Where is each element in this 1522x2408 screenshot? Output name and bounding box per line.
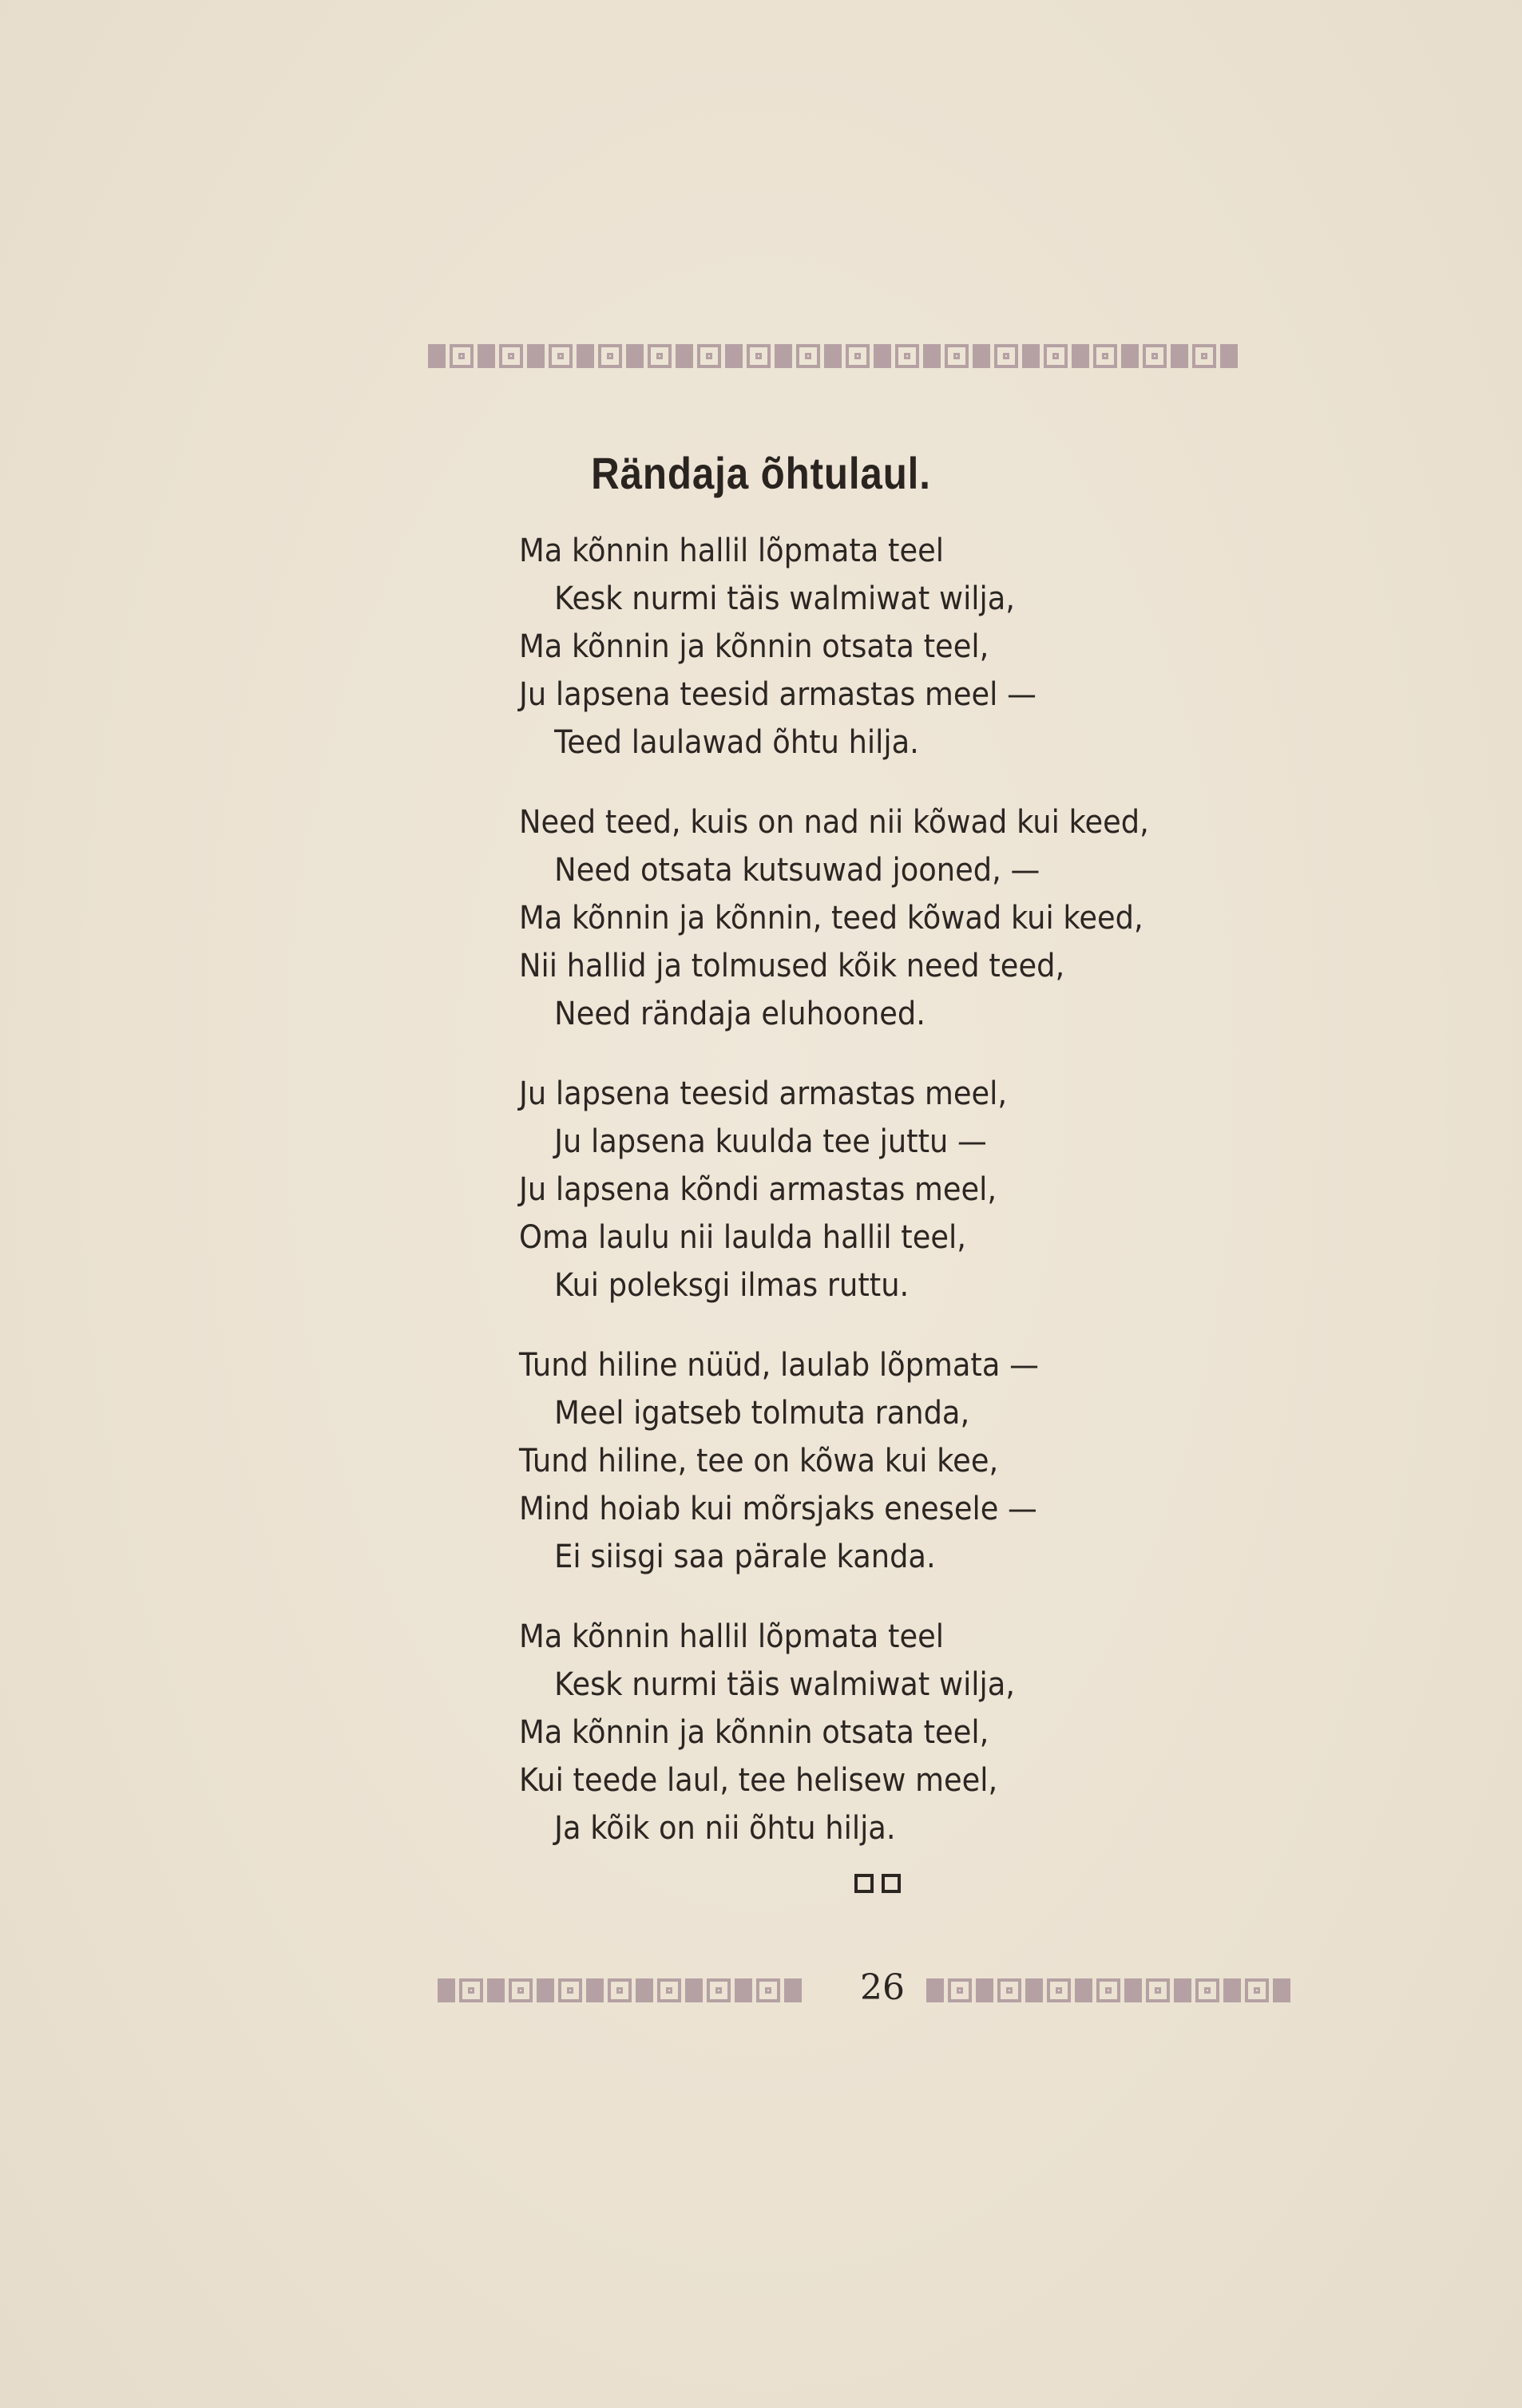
meander-ornament-icon bbox=[926, 1978, 976, 2003]
meander-ornament-icon bbox=[1223, 1978, 1273, 2003]
meander-ornament-icon bbox=[478, 343, 527, 369]
poem-line: Nii hallid ja tolmused kõik need teed, bbox=[519, 948, 1065, 984]
poem-line: Ei siisgi saa pärale kanda. bbox=[554, 1539, 936, 1575]
bottom-ornamental-border-right bbox=[926, 1978, 1290, 2003]
poem-body bbox=[519, 527, 1397, 1884]
poem-line: Need teed, kuis on nad nii kõwad kui keed, bbox=[519, 804, 1149, 841]
poem-line: Kui poleksgi ilmas ruttu. bbox=[554, 1267, 910, 1304]
meander-ornament-icon bbox=[874, 343, 923, 369]
poem-stanza bbox=[519, 1613, 1397, 1852]
meander-ornament-icon bbox=[636, 1978, 685, 2003]
meander-ornament-icon bbox=[1022, 343, 1072, 369]
poem-line: Kesk nurmi täis walmiwat wilja, bbox=[554, 580, 1015, 617]
poem-line: Meel igatseb tolmuta randa, bbox=[554, 1395, 970, 1432]
meander-ornament-icon bbox=[527, 343, 577, 369]
meander-ornament-icon bbox=[577, 343, 626, 369]
square-ornament-icon bbox=[854, 1874, 874, 1893]
poem-line: Ju lapsena kuulda tee juttu — bbox=[554, 1123, 987, 1160]
square-ornament-icon bbox=[882, 1874, 901, 1893]
poem-line: Ma kõnnin ja kõnnin, teed kõwad kui keed, bbox=[519, 900, 1143, 937]
poem-line: Need rändaja eluhooned. bbox=[554, 996, 925, 1032]
poem-line: Ma kõnnin hallil lõpmata teel bbox=[519, 533, 944, 569]
poem-line: Ma kõnnin ja kõnnin otsata teel, bbox=[519, 628, 989, 665]
ornament-end-icon bbox=[784, 1978, 802, 2002]
meander-ornament-icon bbox=[1124, 1978, 1174, 2003]
meander-ornament-icon bbox=[487, 1978, 537, 2003]
poem-line: Ja kõik on nii õhtu hilja. bbox=[554, 1810, 896, 1847]
poem-line: Mind hoiab kui mõrsjaks enesele — bbox=[519, 1491, 1037, 1527]
meander-ornament-icon bbox=[586, 1978, 636, 2003]
meander-ornament-icon bbox=[1121, 343, 1171, 369]
meander-ornament-icon bbox=[626, 343, 676, 369]
meander-ornament-icon bbox=[1072, 343, 1121, 369]
meander-ornament-icon bbox=[438, 1978, 487, 2003]
bottom-ornamental-border-left bbox=[438, 1978, 802, 2003]
poem-line: Kesk nurmi täis walmiwat wilja, bbox=[554, 1666, 1015, 1703]
poem-stanza bbox=[519, 798, 1397, 1038]
meander-ornament-icon bbox=[1171, 343, 1220, 369]
poem-line: Kui teede laul, tee helisew meel, bbox=[519, 1762, 998, 1799]
poem-line: Need otsata kutsuwad jooned, — bbox=[554, 852, 1040, 889]
poem-line: Oma laulu nii laulda hallil teel, bbox=[519, 1219, 966, 1256]
meander-ornament-icon bbox=[923, 343, 973, 369]
meander-ornament-icon bbox=[973, 343, 1022, 369]
meander-ornament-icon bbox=[824, 343, 874, 369]
poem-line: Ma kõnnin hallil lõpmata teel bbox=[519, 1618, 944, 1655]
ornament-end-icon bbox=[1220, 344, 1238, 368]
meander-ornament-icon bbox=[676, 343, 725, 369]
meander-ornament-icon bbox=[1025, 1978, 1075, 2003]
meander-ornament-icon bbox=[976, 1978, 1025, 2003]
poem-line: Tund hiline nüüd, laulab lõpmata — bbox=[519, 1347, 1039, 1384]
meander-ornament-icon bbox=[735, 1978, 784, 2003]
meander-ornament-icon bbox=[1174, 1978, 1223, 2003]
meander-ornament-icon bbox=[428, 343, 478, 369]
poem-line: Ju lapsena kõndi armastas meel, bbox=[519, 1171, 997, 1208]
meander-ornament-icon bbox=[725, 343, 775, 369]
poem-stanza bbox=[519, 1070, 1397, 1309]
page-number: 26 bbox=[860, 1967, 905, 2008]
poem-line: Ma kõnnin ja kõnnin otsata teel, bbox=[519, 1714, 989, 1751]
poem-line: Teed laulawad õhtu hilja. bbox=[554, 724, 919, 761]
meander-ornament-icon bbox=[1075, 1978, 1124, 2003]
poem-line: Ju lapsena teesid armastas meel — bbox=[519, 676, 1036, 713]
ornament-end-icon bbox=[1273, 1978, 1290, 2002]
poem-line: Ju lapsena teesid armastas meel, bbox=[519, 1075, 1008, 1112]
top-ornamental-border bbox=[428, 343, 1238, 369]
poem-stanza bbox=[519, 1341, 1397, 1581]
meander-ornament-icon bbox=[537, 1978, 586, 2003]
poem-line: Tund hiline, tee on kõwa kui kee, bbox=[519, 1443, 999, 1479]
poem-title: Rändaja õhtulaul. bbox=[591, 448, 931, 498]
end-mark-icon bbox=[854, 1874, 901, 1893]
meander-ornament-icon bbox=[685, 1978, 735, 2003]
meander-ornament-icon bbox=[775, 343, 824, 369]
poem-stanza bbox=[519, 527, 1397, 766]
